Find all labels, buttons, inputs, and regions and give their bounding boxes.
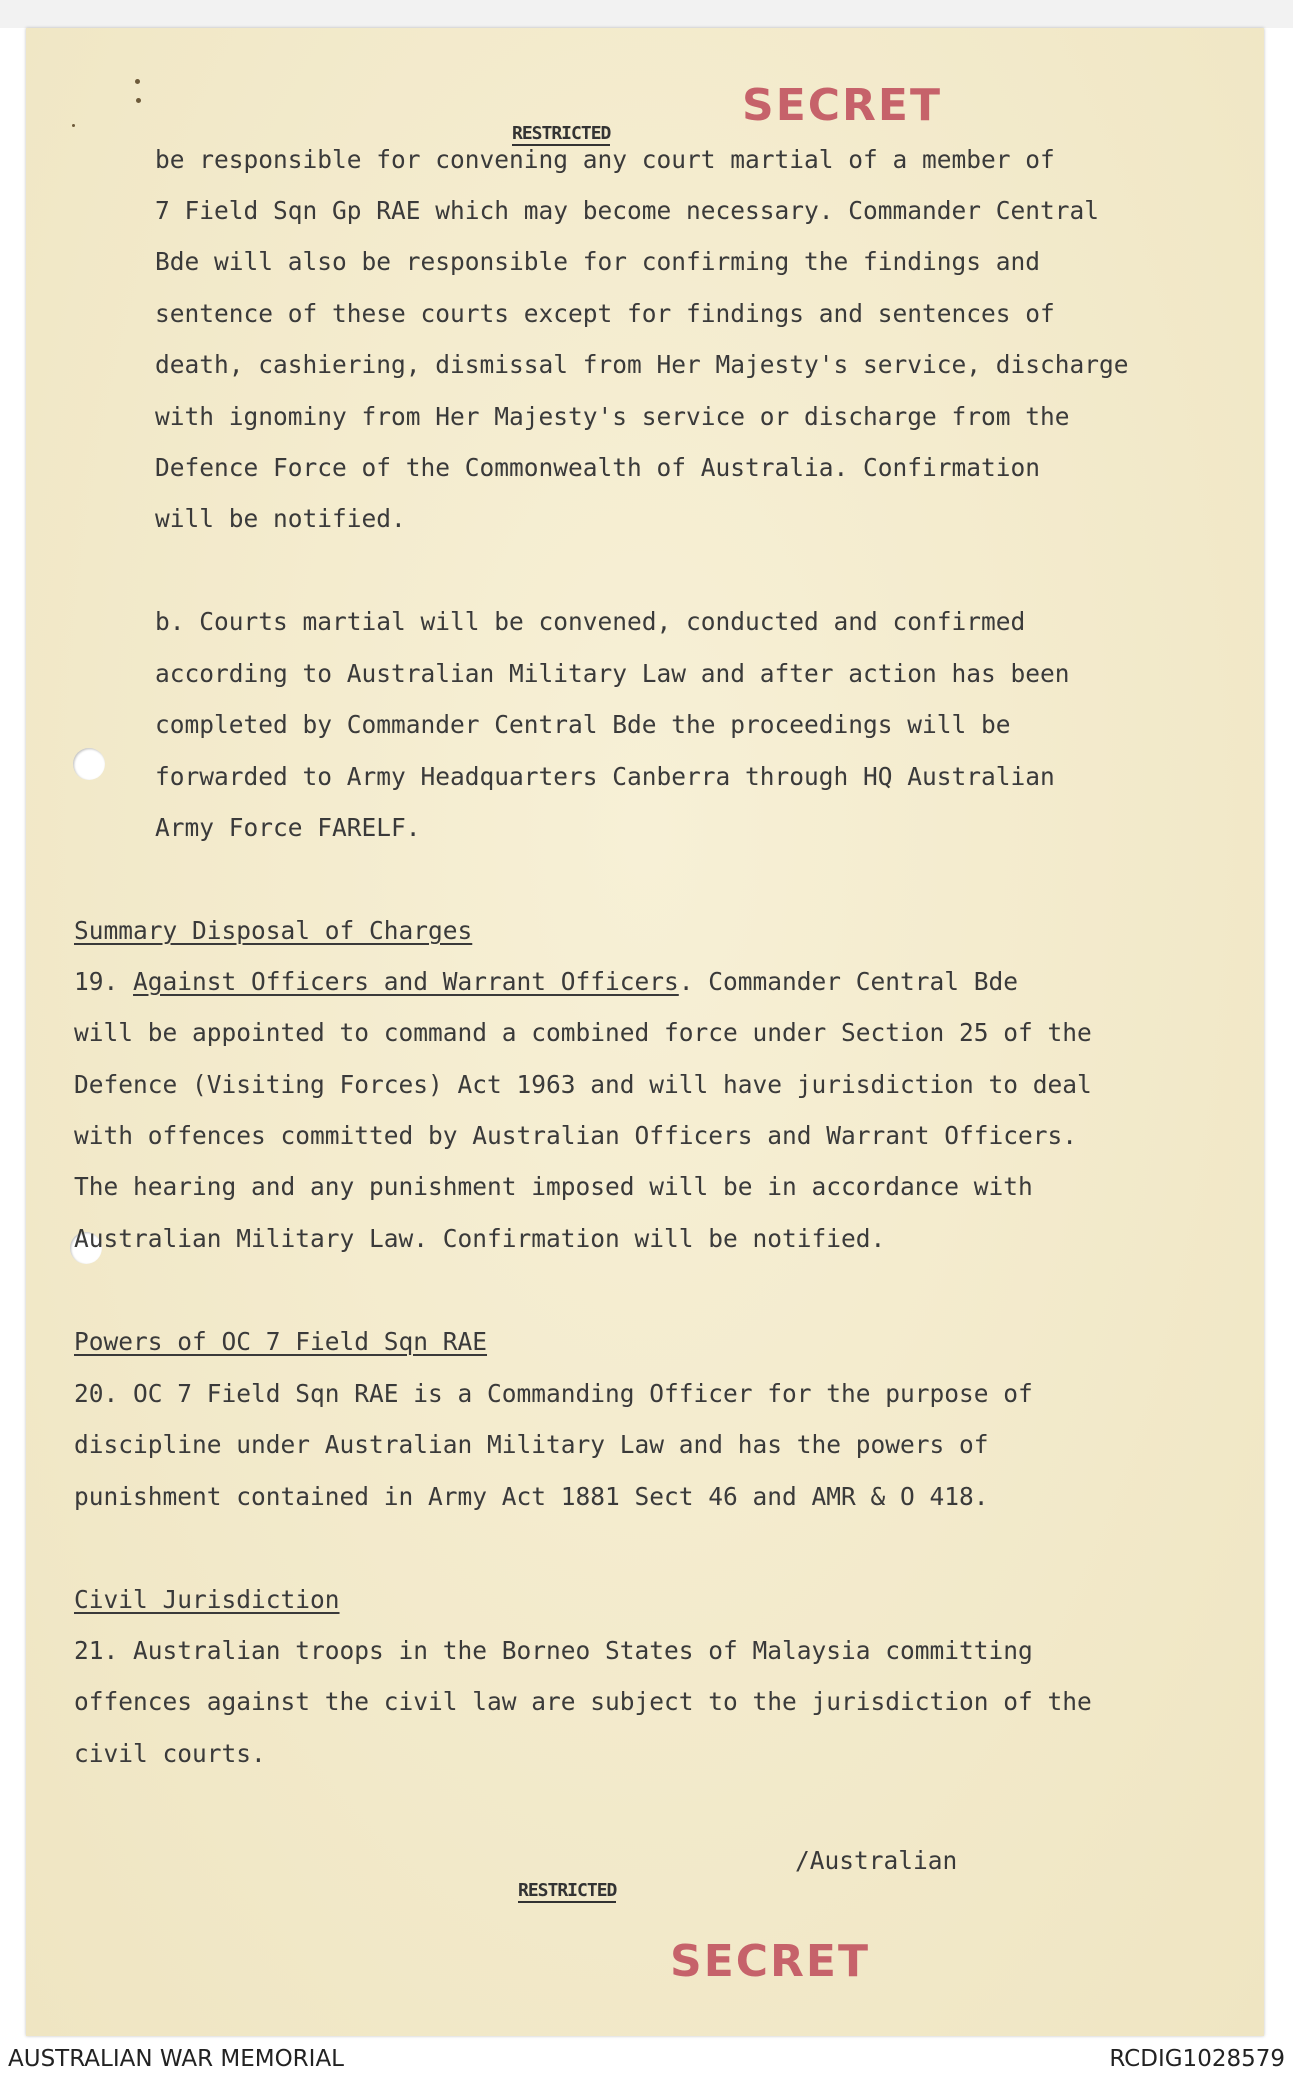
section-heading: Powers of OC 7 Field Sqn RAE xyxy=(74,1327,488,1356)
text-line: be responsible for convening any court martial of a member of xyxy=(155,145,1055,174)
text-line: Army Force FARELF. xyxy=(155,813,421,842)
paper-speck xyxy=(135,79,140,84)
footer-left: AUSTRALIAN WAR MEMORIAL xyxy=(8,2046,344,2072)
paragraph-number: 19. xyxy=(74,967,119,996)
subheading: Against Officers and Warrant Officers xyxy=(133,967,679,996)
text-line: will be notified. xyxy=(155,504,406,533)
footer-right: RCDIG1028579 xyxy=(1109,2046,1285,2072)
text-line: completed by Commander Central Bde the proceedings will be xyxy=(155,710,1011,739)
section-heading: Civil Jurisdiction xyxy=(74,1585,340,1614)
text-line: death, cashiering, dismissal from Her Majesty's service, discharge xyxy=(155,350,1129,379)
text-line: Bde will also be responsible for confirming the findings and xyxy=(155,247,1041,276)
text-line: 20. OC 7 Field Sqn RAE is a Commanding Officer for the purpose of xyxy=(74,1379,1033,1408)
text-line: The hearing and any punishment imposed will be in accordance with xyxy=(74,1172,1033,1201)
text-span: . Commander Central Bde xyxy=(678,967,1019,996)
text-line: Defence Force of the Commonwealth of Australia. Confirmation xyxy=(155,453,1041,482)
secret-stamp-top: SECRET xyxy=(742,80,942,131)
text-line: 7 Field Sqn Gp RAE which may become necessary. Commander Central xyxy=(155,196,1100,225)
text-line: b. Courts martial will be convened, conducted and confirmed xyxy=(155,607,1026,636)
text-line: offences against the civil law are subject to the jurisdiction of the xyxy=(74,1687,1092,1716)
text-line: will be appointed to command a combined force under Section 25 of the xyxy=(74,1018,1092,1047)
section-heading: Summary Disposal of Charges xyxy=(74,916,473,945)
text-line: 21. Australian troops in the Borneo States of Malaysia committing xyxy=(74,1636,1033,1665)
text-line xyxy=(74,968,1018,996)
restricted-stamp-bottom: RESTRICTED xyxy=(518,1880,617,1901)
text-line: forwarded to Army Headquarters Canberra through HQ Australian xyxy=(155,762,1055,791)
text-line: civil courts. xyxy=(74,1739,266,1768)
top-strip xyxy=(0,0,1293,28)
text-line: discipline under Australian Military Law and has the powers of xyxy=(74,1430,989,1459)
text-line: according to Australian Military Law and after action has been xyxy=(155,659,1070,688)
text-line: sentence of these courts except for findings and sentences of xyxy=(155,299,1055,328)
text-line: Defence (Visiting Forces) Act 1963 and will have jurisdiction to deal xyxy=(74,1070,1092,1099)
restricted-stamp-top: RESTRICTED xyxy=(512,123,611,144)
text-line: with offences committed by Australian Officers and Warrant Officers. xyxy=(74,1121,1078,1150)
paper-speck xyxy=(72,124,75,127)
catchword: /Australian xyxy=(795,1846,958,1875)
paper-speck xyxy=(136,98,141,103)
secret-stamp-bottom: SECRET xyxy=(670,1936,870,1987)
text-line: Australian Military Law. Confirmation will be notified. xyxy=(74,1224,886,1253)
punch-hole xyxy=(73,748,105,780)
text-line: punishment contained in Army Act 1881 Sect 46 and AMR & O 418. xyxy=(74,1482,989,1511)
text-line: with ignominy from Her Majesty's service or discharge from the xyxy=(155,402,1070,431)
